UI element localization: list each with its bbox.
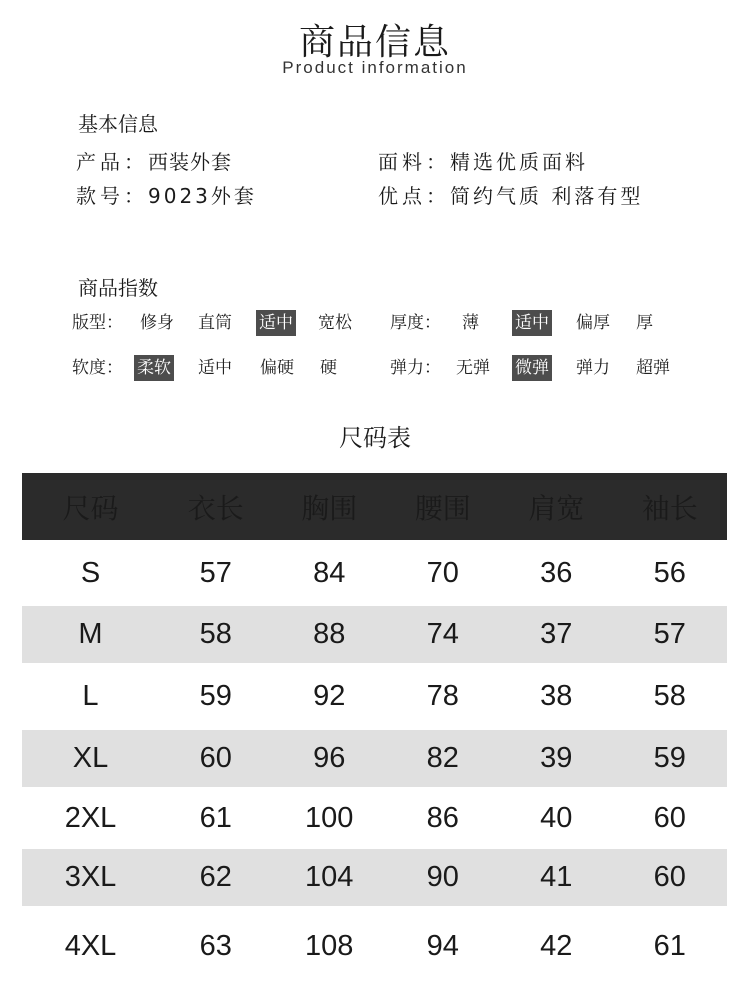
size-cell: 4XL <box>64 929 117 962</box>
measurement-cell: 36 <box>540 556 573 589</box>
index-row-1 <box>72 310 692 336</box>
measurement-cell: 62 <box>199 861 232 893</box>
elasticity-option-slight-selected: 微弹 <box>512 355 552 381</box>
measurement-cell: 37 <box>540 618 573 650</box>
elasticity-label: 弹力： <box>390 358 441 378</box>
measurement-cell: 92 <box>313 680 346 712</box>
measurement-cell: 40 <box>540 801 573 834</box>
elasticity-option-super: 超弹 <box>636 358 670 378</box>
measurement-cell: 86 <box>426 801 459 834</box>
size-cell: L <box>82 680 99 712</box>
model-row <box>76 180 257 209</box>
measurement-cell: 108 <box>305 929 354 962</box>
table-row <box>22 663 727 730</box>
header-size: 尺码 <box>62 492 119 524</box>
header-length: 衣长 <box>187 492 244 524</box>
thickness-option-thick: 厚 <box>636 313 653 333</box>
measurement-cell: 60 <box>653 861 686 893</box>
measurement-cell: 82 <box>426 742 459 774</box>
advantage-value: 简约气质 利落有型 <box>450 184 644 208</box>
table-row <box>22 787 727 849</box>
measurement-cell: 60 <box>653 801 686 834</box>
measurement-cell: 96 <box>313 742 346 774</box>
measurement-cell: 94 <box>426 929 459 962</box>
measurement-cell: 104 <box>305 861 354 893</box>
model-value: 9023外套 <box>148 184 257 208</box>
index-heading: 商品指数 <box>78 276 158 300</box>
size-chart-title: 尺码表 <box>339 424 411 452</box>
table-row <box>22 730 727 787</box>
size-table <box>22 473 727 986</box>
fit-option-straight: 直筒 <box>198 313 232 333</box>
measurement-cell: 58 <box>199 618 232 650</box>
measurement-cell: 56 <box>653 556 686 589</box>
measurement-cell: 84 <box>313 556 346 589</box>
product-label: 产品： <box>76 150 148 174</box>
measurement-cell: 58 <box>653 680 686 712</box>
thickness-option-thickish: 偏厚 <box>576 313 610 333</box>
basic-info-heading: 基本信息 <box>78 112 158 136</box>
size-table-body <box>22 540 727 986</box>
page-title: 商品信息 <box>298 22 451 63</box>
measurement-cell: 61 <box>199 801 232 834</box>
measurement-cell: 70 <box>426 556 459 589</box>
measurement-cell: 59 <box>653 742 686 774</box>
measurement-cell: 38 <box>540 680 573 712</box>
model-label: 款号： <box>76 184 148 208</box>
elasticity-option-elastic: 弹力 <box>576 358 610 378</box>
measurement-cell: 42 <box>540 929 573 962</box>
measurement-cell: 39 <box>540 742 573 774</box>
size-cell: XL <box>72 742 109 774</box>
table-row <box>22 606 727 663</box>
measurement-cell: 78 <box>426 680 459 712</box>
measurement-cell: 59 <box>199 680 232 712</box>
thickness-option-thin: 薄 <box>462 313 479 333</box>
size-cell: 2XL <box>64 801 117 834</box>
softness-option-stiffish: 偏硬 <box>260 358 294 378</box>
table-row <box>22 540 727 606</box>
fit-option-moderate-selected: 适中 <box>256 310 296 336</box>
fit-label: 版型： <box>72 313 123 333</box>
measurement-cell: 57 <box>653 618 686 650</box>
header-waist: 腰围 <box>414 492 471 524</box>
measurement-cell: 57 <box>199 556 232 589</box>
thickness-option-moderate-selected: 适中 <box>512 310 552 336</box>
fit-option-loose: 宽松 <box>318 313 352 333</box>
size-cell: M <box>78 618 103 650</box>
measurement-cell: 90 <box>426 861 459 893</box>
header-sleeve: 袖长 <box>641 492 698 524</box>
header-shoulder: 肩宽 <box>528 492 585 524</box>
material-label: 面料： <box>378 150 450 174</box>
measurement-cell: 74 <box>426 618 459 650</box>
measurement-cell: 60 <box>199 742 232 774</box>
elasticity-option-none: 无弹 <box>456 358 490 378</box>
measurement-cell: 61 <box>653 929 686 962</box>
softness-option-stiff: 硬 <box>320 358 337 378</box>
fit-option-slim: 修身 <box>140 313 174 333</box>
softness-label: 软度： <box>72 358 123 378</box>
size-cell: 3XL <box>64 861 117 893</box>
softness-option-moderate: 适中 <box>198 358 232 378</box>
material-value: 精选优质面料 <box>450 150 588 174</box>
measurement-cell: 63 <box>199 929 232 962</box>
size-table-header <box>22 473 727 540</box>
product-row <box>76 146 232 175</box>
index-row-2 <box>72 355 692 381</box>
measurement-cell: 100 <box>305 801 354 834</box>
measurement-cell: 88 <box>313 618 346 650</box>
table-row <box>22 906 727 986</box>
header-chest: 胸围 <box>301 492 358 524</box>
softness-option-soft-selected: 柔软 <box>134 355 174 381</box>
page-subtitle: Product information <box>282 58 468 77</box>
measurement-cell: 41 <box>540 861 573 893</box>
advantage-label: 优点： <box>378 184 450 208</box>
material-row <box>378 146 588 175</box>
product-value: 西装外套 <box>148 150 232 174</box>
thickness-label: 厚度： <box>390 313 441 333</box>
size-cell: S <box>80 556 101 589</box>
table-row <box>22 849 727 906</box>
advantage-row <box>378 180 643 209</box>
